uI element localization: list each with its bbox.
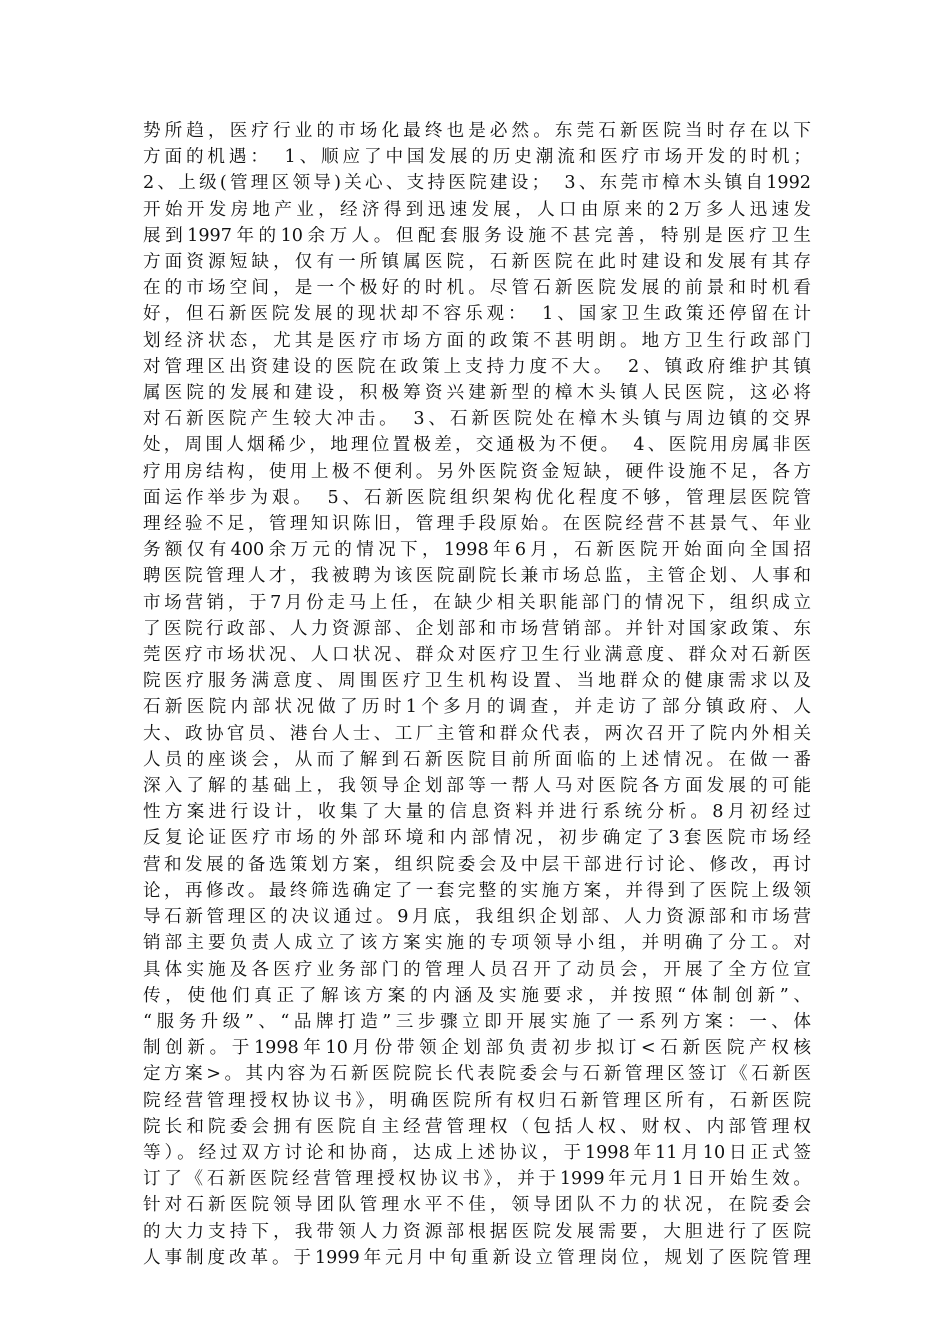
text-line: 了医院行政部、人力资源部、企划部和市场营销部。并针对国家政策、东 <box>143 618 811 639</box>
text-line: 莞医疗市场状况、人口状况、群众对医疗卫生行业满意度、群众对石新医 <box>143 645 811 666</box>
text-line: 营和发展的备选策划方案，组织院委会及中层干部进行讨论、修改，再讨 <box>143 854 811 875</box>
text-line: 开始开发房地产业，经济得到迅速发展，人口由原来的2万多人迅速发 <box>143 199 811 220</box>
text-line: 对管理区出资建设的医院在政策上支持力度不大。 2、镇政府维护其镇 <box>143 356 811 377</box>
text-line: 具体实施及各医疗业务部门的管理人员召开了动员会，开展了全方位宣 <box>143 959 811 980</box>
text-line: 人事制度改革。于1999年元月中旬重新设立管理岗位，规划了医院管理 <box>143 1247 811 1268</box>
text-line: 势所趋，医疗行业的市场化最终也是必然。东莞石新医院当时存在以下 <box>143 121 811 141</box>
text-line: 制创新。于1998年10月份带领企划部负责初步拟订<石新医院产权核 <box>143 1038 811 1059</box>
text-line: 方面的机遇： 1、顺应了中国发展的历史潮流和医疗市场开发的时机； <box>143 147 811 168</box>
text-line: 院长和院委会拥有医院自主经营管理权（包括人权、财权、内部管理权 <box>143 1116 811 1137</box>
text-line: 院医疗服务满意度、周围医疗卫生机构设置、当地群众的健康需求以及 <box>143 671 811 692</box>
text-line: 性方案进行设计，收集了大量的信息资料并进行系统分析。8月初经过 <box>143 802 811 823</box>
text-line: 对石新医院产生较大冲击。 3、石新医院处在樟木头镇与周边镇的交界 <box>143 409 811 430</box>
text-line: 在的市场空间，是一个极好的时机。尽管石新医院发展的前景和时机看 <box>143 278 811 299</box>
text-line: 等）。经过双方讨论和协商，达成上述协议，于1998年11月10日正式签 <box>143 1142 811 1163</box>
text-line: 院经营管理授权协议书》，明确医院所有权归石新管理区所有，石新医院 <box>143 1090 811 1111</box>
text-line: 石新医院内部状况做了历时1个多月的调查，并走访了部分镇政府、人 <box>143 697 811 718</box>
text-line: 疗用房结构，使用上极不便利。另外医院资金短缺，硬件设施不足，各方 <box>143 461 811 482</box>
text-line: 聘医院管理人才，我被聘为该医院副院长兼市场总监，主管企划、人事和 <box>143 566 811 587</box>
text-line: 深入了解的基础上，我领导企划部等一帮人马对医院各方面发展的可能 <box>143 776 811 797</box>
text-line: 划经济状态，尤其是医疗市场方面的政策不甚明朗。地方卫生行政部门 <box>143 330 811 351</box>
text-line: 的大力支持下，我带领人力资源部根据医院发展需要，大胆进行了医院 <box>143 1221 811 1242</box>
text-line: 好，但石新医院发展的现状却不容乐观： 1、国家卫生政策还停留在计 <box>143 304 811 325</box>
text-line: “服务升级”、“品牌打造”三步骤立即开展实施了一系列方案：一、体 <box>143 1011 811 1032</box>
text-line: 务额仅有400余万元的情况下，1998年6月，石新医院开始面向全国招 <box>143 540 811 561</box>
text-line: 面运作举步为艰。 5、石新医院组织架构优化程度不够，管理层医院管 <box>143 487 811 508</box>
text-line: 传，使他们真正了解该方案的内涵及实施要求，并按照“体制创新”、 <box>143 985 811 1006</box>
text-line: 订了《石新医院经营管理授权协议书》，并于1999年元月1日开始生效。 <box>143 1169 811 1190</box>
body-text <box>143 118 811 1271</box>
text-line: 定方案>。其内容为石新医院院长代表院委会与石新管理区签订《石新医 <box>143 1064 811 1085</box>
text-line: 展到1997年的10余万人。但配套服务设施不甚完善，特别是医疗卫生 <box>143 225 811 246</box>
text-line: 市场营销，于7月份走马上任，在缺少相关职能部门的情况下，组织成立 <box>143 592 811 613</box>
text-line: 属医院的发展和建设，积极筹资兴建新型的樟木头镇人民医院，这必将 <box>143 383 811 404</box>
text-line: 人员的座谈会，从而了解到石新医院目前所面临的上述情况。在做一番 <box>143 749 811 770</box>
text-line: 销部主要负责人成立了该方案实施的专项领导小组，并明确了分工。对 <box>143 933 811 954</box>
text-line: 处，周围人烟稀少，地理位置极差，交通极为不便。 4、医院用房属非医 <box>143 435 811 456</box>
text-line: 大、政协官员、港台人士、工厂主管和群众代表，两次召开了院内外相关 <box>143 723 811 744</box>
text-line: 方面资源短缺，仅有一所镇属医院，石新医院在此时建设和发展有其存 <box>143 252 811 273</box>
text-line: 反复论证医疗市场的外部环境和内部情况，初步确定了3套医院市场经 <box>143 828 811 849</box>
text-line: 论，再修改。最终筛选确定了一套完整的实施方案，并得到了医院上级领 <box>143 880 811 901</box>
text-line: 理经验不足，管理知识陈旧，管理手段原始。在医院经营不甚景气、年业 <box>143 514 811 535</box>
text-line: 导石新管理区的决议通过。9月底，我组织企划部、人力资源部和市场营 <box>143 907 811 928</box>
text-line: 针对石新医院领导团队管理水平不佳，领导团队不力的状况，在院委会 <box>143 1195 811 1216</box>
text-line: 2、上级(管理区领导)关心、支持医院建设； 3、东莞市樟木头镇自1992 <box>143 173 811 194</box>
